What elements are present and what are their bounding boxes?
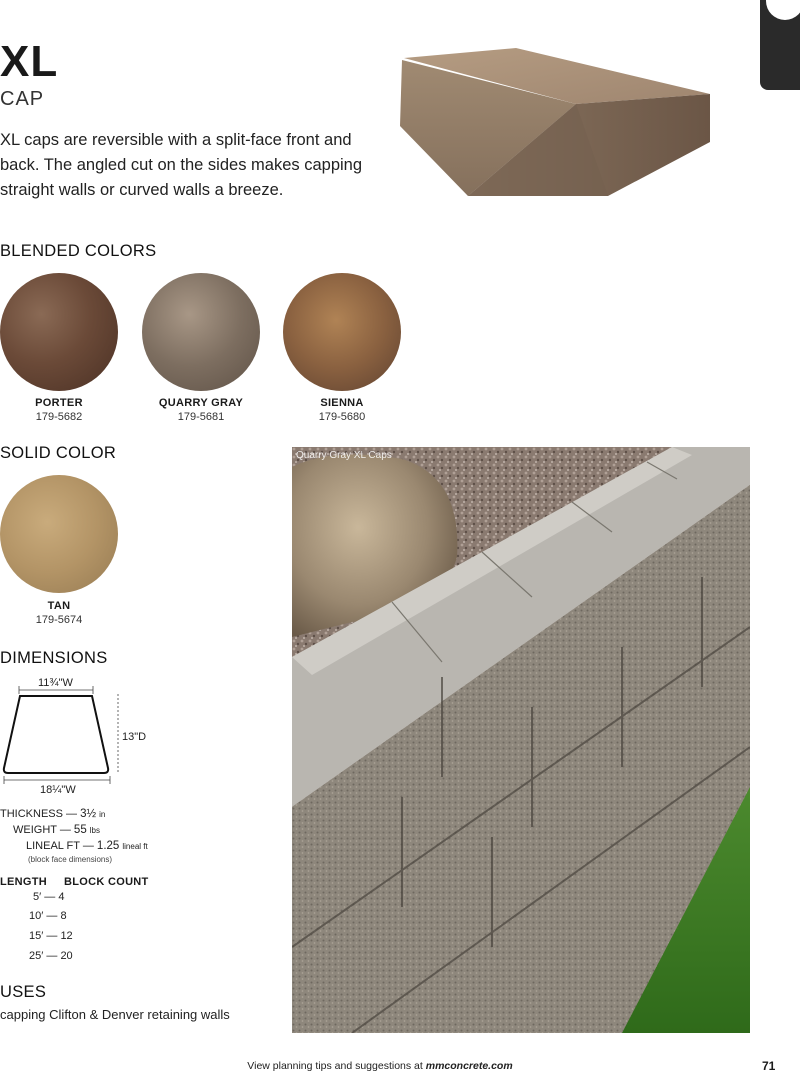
- count-row: 5′ — 4: [33, 891, 65, 903]
- length-value: 10′: [29, 910, 44, 922]
- bottom-width-label: 18¼"W: [40, 784, 76, 796]
- uses-text: capping Clifton & Denver retaining walls: [0, 1007, 230, 1022]
- uses-heading: USES: [0, 983, 47, 1001]
- photo-caption: Quarry Gray XL Caps: [296, 450, 392, 461]
- porter-swatch: [0, 273, 118, 391]
- quarry-gray-code: 179-5681: [177, 411, 225, 423]
- product-subtitle: CAP: [0, 88, 45, 110]
- sienna-label: SIENNA: [320, 397, 364, 409]
- page-tab: [760, 0, 800, 90]
- tan-label: TAN: [47, 600, 71, 612]
- length-value: 15′: [29, 930, 44, 942]
- footer-url[interactable]: mmconcrete.com: [425, 1060, 513, 1072]
- product-title: XL: [0, 37, 59, 86]
- tan-swatch: [0, 475, 118, 593]
- lineal-value: 1.25: [96, 840, 120, 852]
- sienna-swatch: [283, 273, 401, 391]
- weight-unit: lbs: [89, 826, 101, 835]
- count-value: 4: [58, 891, 65, 903]
- footer: [0, 1060, 760, 1072]
- xl-cap-product-image: [398, 46, 714, 198]
- count-value: 8: [60, 910, 67, 922]
- block-count-column-header: BLOCK COUNT: [64, 876, 149, 888]
- count-row: 15′ — 12: [29, 930, 73, 942]
- depth-label: 13"D: [122, 731, 147, 743]
- retaining-wall-photo: [292, 447, 750, 1033]
- quarry-gray-swatch: [142, 273, 260, 391]
- sienna-code: 179-5680: [318, 411, 366, 423]
- top-width-label: 11¾"W: [38, 677, 73, 689]
- count-row: 25′ — 20: [29, 950, 73, 962]
- porter-code: 179-5682: [35, 411, 83, 423]
- weight-value: 55: [73, 824, 87, 836]
- porter-label: PORTER: [35, 397, 83, 409]
- lineal-note: (block face dimensions): [28, 855, 113, 864]
- dimensions-heading: DIMENSIONS: [0, 649, 108, 667]
- weight-spec: [13, 824, 100, 836]
- page-number: 71: [762, 1059, 776, 1073]
- tan-code: 179-5674: [35, 614, 83, 626]
- length-value: 25′: [29, 950, 44, 962]
- count-value: 12: [60, 930, 73, 942]
- lineal-spec: [26, 840, 148, 852]
- count-row: 10′ — 8: [29, 910, 67, 922]
- lineal-label: LINEAL FT —: [26, 840, 94, 852]
- lineal-unit: lineal ft: [122, 842, 148, 851]
- product-description: XL caps are reversible with a split-face front and back. The angled cut on the sides makes capping straight walls or curved walls a breeze.: [0, 131, 363, 199]
- count-value: 20: [60, 950, 73, 962]
- quarry-gray-label: QUARRY GRAY: [158, 397, 244, 409]
- thickness-value: 3½: [80, 808, 97, 820]
- thickness-unit: in: [99, 810, 106, 819]
- solid-color-heading: SOLID COLOR: [0, 444, 117, 462]
- length-value: 5′: [33, 891, 42, 903]
- thickness-label: THICKNESS —: [0, 808, 78, 820]
- weight-label: WEIGHT —: [13, 824, 71, 836]
- length-column-header: LENGTH: [0, 876, 48, 888]
- footer-text: View planning tips and suggestions at: [247, 1060, 423, 1072]
- blended-colors-heading: BLENDED COLORS: [0, 242, 157, 260]
- thickness-spec: [0, 808, 105, 820]
